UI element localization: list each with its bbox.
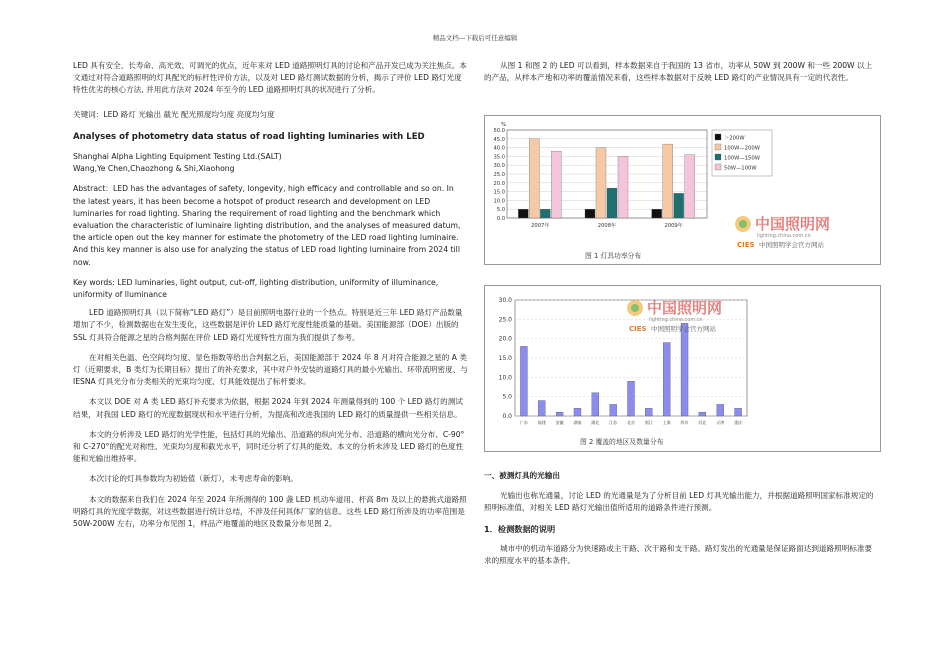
bar	[652, 209, 662, 218]
x-tick-label: 安徽	[555, 420, 564, 425]
bar	[735, 408, 742, 416]
watermark-site: 中国照明学会官方网站	[651, 325, 716, 333]
bar	[717, 404, 724, 416]
chart-title: 图 2 覆盖的地区及数量分布	[580, 438, 664, 446]
left-column	[73, 60, 468, 530]
x-tick-label: 天津	[716, 420, 725, 425]
bar	[592, 393, 599, 416]
watermark-site: 中国照明学会官方网站	[759, 241, 824, 249]
section-1	[484, 470, 879, 567]
legend-swatch	[715, 134, 721, 140]
body-paragraph-6: 本文的数据来自我们在 2024 年至 2024 年所测得的 100 盏 LED 机动车道用、杆高 8m 及以上的悬挑式道路照明路灯具的光度学数据，对这些数据进行统计总结，不涉及任何具体厂家的信息。这些 LED 路灯所涉及的功率范围是 50W-200W 左右，功率分布见图 1，样品产地覆盖的地区及数量分布见图 2。	[73, 494, 467, 529]
y-tick-label: 45.0	[493, 136, 505, 143]
body-paragraph-5: 本次讨论的灯具参数均为初始值（新灯），未考虑寿命的影响。	[89, 474, 298, 484]
keywords-en: Key words: LED luminaries, light output, cut-off, lighting distribution, uniformity of illuminance, uniformity of lluminance	[73, 277, 439, 300]
y-tick-label: 20.0	[498, 335, 512, 343]
abstract-en: Abstract：LED has the advantages of safety, longevity, high efficacy and controllable and so on. In the latest years, it has been become a hotspot of product research and development on LED luminaries for road lighting. Sharing the requirement of road lighting and the benchmark which evaluation the characteristic of luminaire lighting distribution, and the analyses of measured datum, the article open out the key manner for estimate the photometry of the LED road lighting luminaire. And this key manner is also use for analyzing the status of LED road lighting luminaire from 2024 till now.	[73, 184, 461, 267]
x-tick-label: 浙江	[644, 420, 653, 425]
legend-label: ＞200W	[724, 135, 745, 142]
bar	[518, 209, 528, 218]
bar	[663, 343, 670, 416]
x-tick-label: 四川	[680, 420, 689, 425]
bar	[681, 323, 688, 416]
x-tick-label: 2007年	[531, 223, 550, 229]
watermark-url: lighting.china.com.cn	[757, 233, 811, 239]
bar	[618, 156, 628, 218]
watermark-logo: 中国照明网	[647, 299, 723, 317]
figure-2	[484, 285, 881, 452]
right-paragraph-1: 从图 1 和图 2 的 LED 可以看到，样本数据来自于我国的 13 省市，功率从 50W 到 200W 和一些 200W 以上的产品，从样本产地和功率的覆盖情况来看，这些样本数据对于反映 LED 路灯的产业情况具有一定的代表性。	[484, 61, 873, 83]
y-tick-label: 0.0	[502, 413, 512, 420]
y-tick-label: 30.0	[498, 297, 512, 304]
x-tick-label: 湖南	[573, 420, 582, 425]
body-paragraph-3: 本文以 DOE 对 A 类 LED 路灯补充要求为依据，根据 2024 年到 2024 年测量得到的 100 个 LED 路灯的测试结果，对我国 LED 路灯的光度数据现状和水平进行分析，为提高和改进我国的 LED 路灯的质量提供一些相关信息。	[73, 397, 463, 419]
y-tick-label: 5.0	[502, 393, 512, 401]
bar	[674, 193, 684, 218]
x-tick-label: 2009年	[664, 223, 683, 229]
y-tick-label: 50.0	[493, 128, 505, 134]
x-tick-label: 上海	[662, 420, 671, 425]
legend-label: 100W—150W	[724, 155, 760, 162]
y-tick-label: 25.0	[493, 172, 505, 178]
x-tick-label: 湖北	[591, 420, 600, 425]
bar	[574, 408, 581, 416]
y-tick-label: 10.0	[498, 374, 512, 382]
x-tick-label: 福建	[537, 420, 546, 425]
bar	[596, 148, 606, 218]
logo-core-icon	[739, 220, 747, 228]
page-header: 精品文档---下载后可任意编辑	[432, 34, 518, 42]
bar	[538, 401, 545, 416]
logo-core-icon	[631, 304, 639, 312]
y-tick-label: 10.0	[493, 198, 505, 205]
y-tick-label: 15.0	[493, 189, 505, 196]
figure-2-chart	[485, 286, 880, 451]
body-paragraph-2: 在对相关色温、色空间均匀度、显色指数等给出合判据之后，美国能源部于 2024 年 8 月对符合能源之星的 A 类灯（近期要求，B 类灯为长期目标）提出了的补充要求，其中对户外安装的道路灯具的最小光输出、环带流明密度、与 IESNA 灯具光分布分类相关的光束均匀度、灯具能效提出了标杆要求。	[73, 352, 468, 387]
y-tick-label: 15.0	[498, 355, 512, 362]
watermark-url: lighting.china.com.cn	[649, 317, 703, 323]
x-tick-label: 河北	[698, 420, 707, 425]
english-title: Analyses of photometry data status of road lighting luminaries with LED	[73, 131, 425, 142]
y-tick-label: 0.0	[496, 216, 505, 222]
bar	[551, 151, 561, 218]
bar	[529, 139, 539, 218]
intro-paragraph: LED 具有安全、长寿命、高光效、可调光的优点，近年来对 LED 道路照明灯具的讨论和产品开发已成为关注焦点。本文通过对符合道路照明的灯具配光的标杆性评价方法，以及对 LED 路灯测试数据的分析，揭示了评价 LED 路灯光度特性优劣的核心方法, 并用此方法对 2024 年至今的 LED 道路照明灯具的状况进行了分析。	[73, 61, 467, 95]
body-paragraph-4: 本文的分析涉及 LED 路灯的光学性能，包括灯具的光输出、沿道路的纵向光分布、沿道路的横向光分布、C-90°和 C-270°的配光对称性、光束均匀度和截光水平，同时还分析了灯具的能效。本文的分析未涉及 LED 路灯的色度性能和光输出维持率。	[73, 429, 465, 464]
legend-swatch	[715, 164, 721, 170]
section-2-text: 城市中的机动车道路分为快速路或主干路、次干路和支干路。路灯发出的光通量是保证路面达到道路照明标准要求的照度水平的基本条件。	[484, 543, 873, 566]
body-paragraph-1: LED 道路照明灯具（以下简称“LED 路灯”）是目前照明电器行业的一个热点。特别是近三年 LED 路灯产品数量增加了不少，检测数据也在发生变化，这些数据是评价 LED 路灯光度性能质量的基础。美国能源部（DOE）出版的 SSL 灯具符合能源之星的合格判据在评价 LED 路灯光度特性方面为我们提供了参考。	[73, 308, 463, 342]
bar	[520, 346, 527, 416]
bar	[645, 408, 652, 416]
y-tick-label: 35.0	[493, 154, 505, 161]
bar	[699, 412, 706, 416]
chart-title: 图 1 灯具功率分布	[585, 252, 642, 260]
right-column-intro	[484, 60, 879, 84]
y-tick-label: 40.0	[493, 145, 505, 152]
bar	[540, 209, 550, 218]
legend-label: 100W—200W	[724, 145, 760, 152]
bar	[556, 412, 563, 416]
legend-swatch	[715, 144, 721, 150]
bar	[607, 188, 617, 218]
section-1-text: 光输出也称光通量，讨论 LED 的光通量是为了分析目前 LED 灯具光输出能力，并根据道路照明国家标准规定的照明标准值，对相关 LED 路灯光输出值所适用的道路条件进行预测。	[484, 491, 874, 513]
section-1-title: 一、被测灯具的光输出	[484, 471, 560, 480]
x-tick-label: 广东	[519, 420, 528, 425]
y-axis-label: %	[501, 122, 507, 128]
y-tick-label: 25.0	[498, 316, 512, 324]
bar	[685, 155, 695, 218]
x-tick-label: 2008年	[597, 223, 617, 229]
organization: Shanghai Alpha Lighting Equipment Testing Ltd.(SALT)	[73, 152, 282, 162]
section-2-title: 1．检测数据的说明	[484, 523, 556, 534]
x-tick-label: 江苏	[609, 420, 618, 425]
x-tick-label: 北京	[627, 420, 635, 425]
bar	[585, 209, 595, 218]
watermark-cies: CIES	[737, 241, 755, 249]
watermark-cies: CIES	[629, 325, 647, 333]
legend-swatch	[715, 154, 721, 160]
y-tick-label: 5.0	[496, 207, 505, 214]
authors: Wang,Ye Chen,Chaozhong & Shi,Xiaohong	[73, 164, 235, 174]
keywords-cn: 关键词：LED 路灯 光输出 截光 配光照度均匀度 亮度均匀度	[73, 109, 275, 119]
watermark-logo: 中国照明网	[755, 215, 831, 233]
figure-1	[484, 115, 881, 265]
y-tick-label: 20.0	[493, 180, 505, 187]
y-tick-label: 30.0	[493, 163, 505, 170]
bar	[610, 404, 617, 416]
bar	[628, 381, 635, 416]
legend-label: 50W—100W	[724, 165, 757, 172]
x-tick-label: 重庆	[734, 420, 743, 425]
figure-1-chart	[485, 116, 880, 264]
bar	[663, 144, 673, 218]
